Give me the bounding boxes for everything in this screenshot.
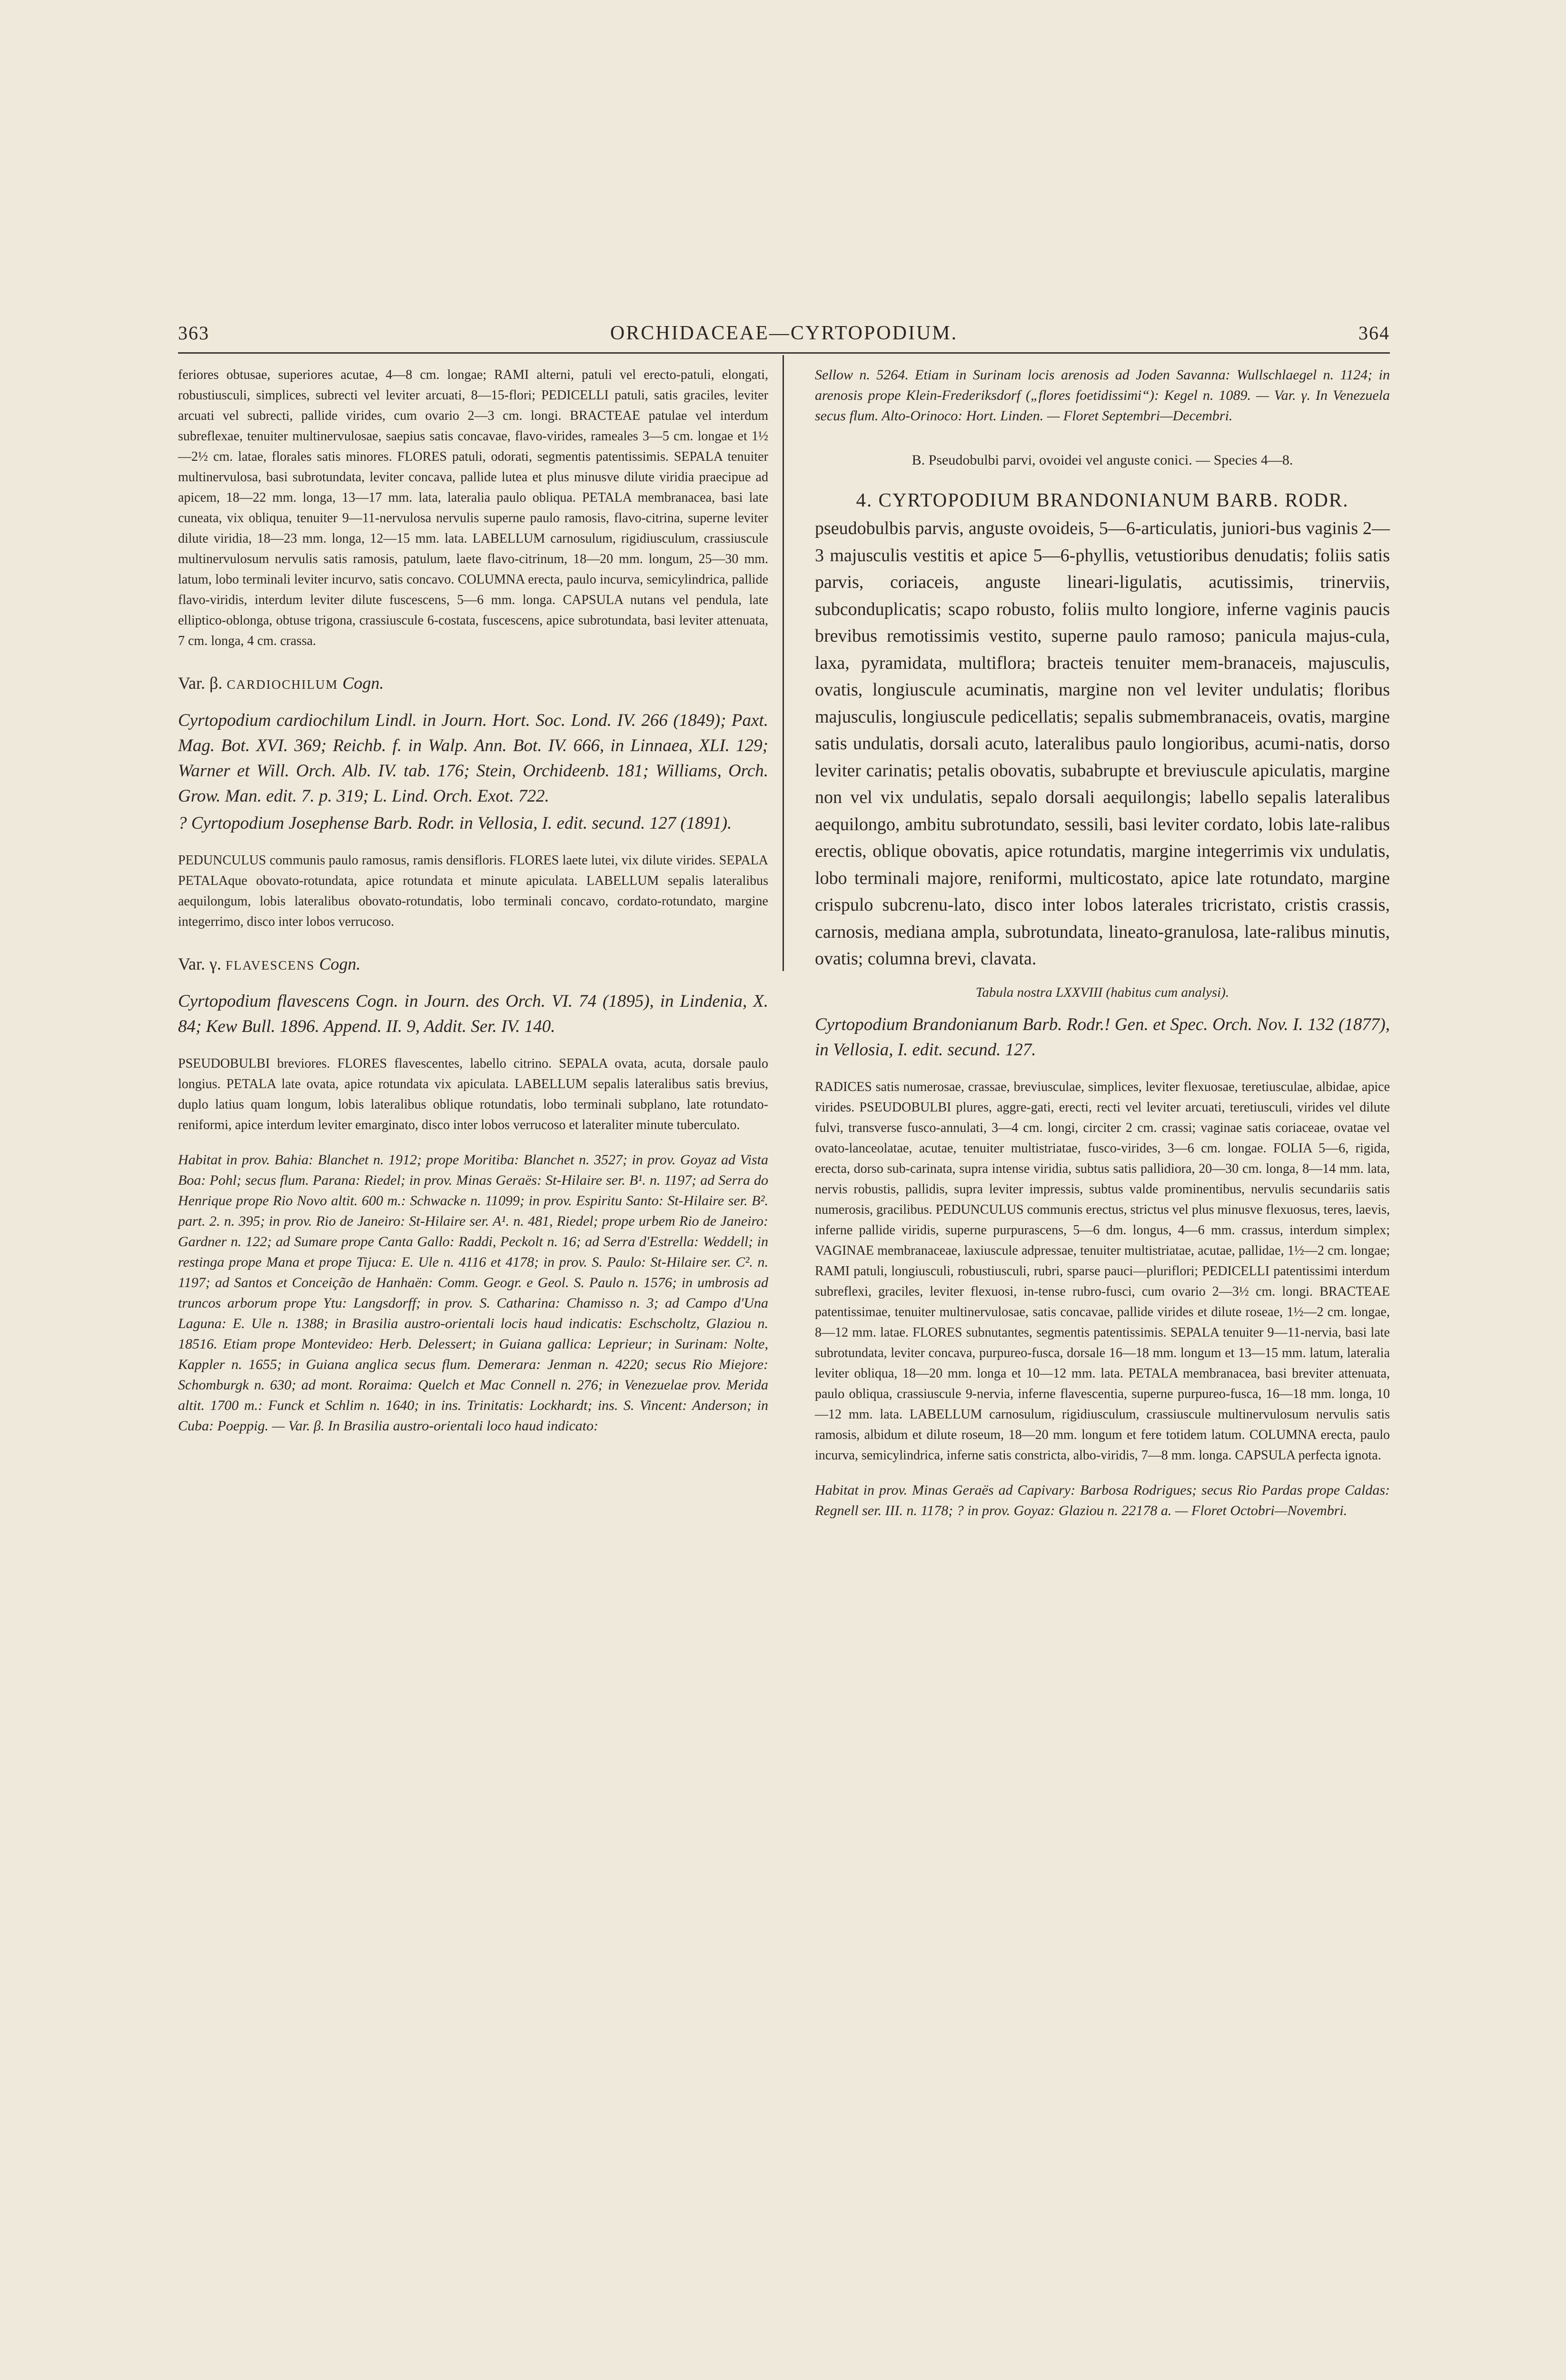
- variety-gamma-citation: Cyrtopodium flavescens Cogn. in Journ. des Orch. VI. 74 (1895), in Lindenia, X. 84; Kew Bull. 1896. Append. II. 9, Addit. Ser. IV. 140.: [178, 992, 768, 1036]
- column-divider: [783, 355, 784, 971]
- variety-beta-author: Cogn.: [342, 674, 384, 693]
- running-title: ORCHIDACEAE—CYRTOPODIUM.: [610, 322, 958, 344]
- species-diagnosis: pseudobulbis parvis, anguste ovoideis, 5—6-articulatis, juniori-bus vaginis 2—3 majusculis vestitis et apice 5—6-phyllis, vetustioribus denudatis; foliis satis parvis, coriaceis, anguste lineari-ligulatis, acutissimis, trinerviis, subconduplicatis; scapo robusto, foliis multo longiore, inferne vaginis paucis brevibus remotissimis vestito, superne paulo ramoso; panicula majus-cula, laxa, pyramidata, multiflora; bracteis tenuiter mem-branaceis, majusculis, ovatis, longiuscule acuminatis, margine non vel leviter undulatis; floribus majusculis, longiuscule pedicellatis; sepalis submembranaceis, ovatis, margine satis undulatis, dorsali acuto, lateralibus paulo longioribus, acumi-natis, dorso leviter carinatis; petalis obovatis, subabrupte et breviuscule apiculatis, margine non vel vix undulatis, sepalo dorsali aequilongis; labello sepalis lateralibus aequilongo, ambitu subrotundato, sessili, basi leviter cordato, lobis late-ralibus erectis, oblique obovatis, apice rotundatis, margine integerrimis vix undulatis, lobo terminali majore, reniformi, multicostato, apice late rotundato, margine crispulo subcrenu-lato, disco inter lobos laterales tricristato, cristis crassis, carnosis, mediana ampla, subrotundata, lineato-granulosa, late-ralibus minutis, ovatis; columna brevi, clavata.: [815, 518, 1390, 969]
- habitat-continued: Sellow n. 5264. Etiam in Surinam locis arenosis ad Joden Savanna: Wullschlaegel n. 1124; in arenosis prope Klein-Frederiksdorf („flores foetidissimi“): Kegel n. 1089. — Var. γ. In Venezuela secus flum. Alto-Orinoco: Hort. Linden. — Floret Septembri—Decembri.: [815, 367, 1390, 424]
- variety-gamma-description: PSEUDOBULBI breviores. FLORES flavescentes, labello citrino. SEPALA ovata, acuta, dorsale paulo longius. PETALA late ovata, apice rotundata vix apiculata. LABELLUM sepalis lateralibus satis brevius, duplo latius quam longum, lobis lateralibus oblique rotundatis, lobo terminali subplano, late rotundato-reniformi, apice interdum leviter emarginato, disco inter lobos verrucoso et lateraliter minute tuberculato.: [178, 1056, 768, 1132]
- variety-gamma-label: Var. γ.: [178, 954, 221, 973]
- species-habitat: Habitat in prov. Minas Geraës ad Capivary: Barbosa Rodrigues; secus Rio Pardas prope Caldas: Regnell ser. III. n. 1178; ? in prov. Goyaz: Glaziou n. 22178 a. — Floret Octobri—Novembri.: [815, 1482, 1390, 1518]
- variety-beta-heading: [178, 670, 768, 697]
- variety-beta-description: PEDUNCULUS communis paulo ramosus, ramis densifloris. FLORES laete lutei, vix dilute virides. SEPALA PETALAque obovato-rotundata, apice rotundata et minute apiculata. LABELLUM sepalis lateralibus aequilongum, lobis lateralibus obovato-rotundatis, lobo terminali concavo, cordato-rotundato, margine integerrimo, disco inter lobos verrucoso.: [178, 853, 768, 929]
- plate-reference: Tabula nostra LXXVIII (habitus cum analysi).: [975, 984, 1229, 1000]
- species-title: 4. CYRTOPODIUM BRANDONIANUM BARB. RODR.: [856, 489, 1349, 511]
- page-number-left: 363: [178, 322, 209, 344]
- variety-beta-label: Var. β.: [178, 674, 223, 693]
- header-rule: [178, 352, 1390, 354]
- variety-beta-name: CARDIOCHILUM: [227, 677, 338, 692]
- right-column: [815, 365, 1390, 1531]
- habitat-paragraph: Habitat in prov. Bahia: Blanchet n. 1912; prope Moritiba: Blanchet n. 3527; in prov. Goyaz ad Vista Boa: Pohl; secus flum. Parana: Riedel; in prov. Minas Geraës: St-Hilaire ser. B¹. n. 1197; ad Serra do Henrique prope Rio Novo altit. 600 m.: Schwacke n. 11099; in prov. Espiritu Santo: St-Hilaire ser. B². part. 2. n. 395; in prov. Rio de Janeiro: St-Hilaire ser. A¹. n. 481, Riedel; prope urbem Rio de Janeiro: Gardner n. 122; ad Sumare prope Canta Gallo: Raddi, Peckolt n. 16; ad Serra d'Estrella: Weddell; in restinga prope Mana et prope Tijuca: E. Ule n. 4116 et 4178; in prov. S. Paulo: St-Hilaire ser. C². n. 1197; ad Santos et Conceição de Hanhaën: Comm. Geogr. e Geol. S. Paulo n. 1576; in umbrosis ad truncos arborum prope Ytu: Langsdorff; in prov. S. Catharina: Chamisso n. 3; ad Campo d'Una Laguna: E. Ule n. 1388; in Brasilia austro-orientali locis haud indicatis: Eschscholtz, Glaziou n. 18516. Etiam prope Montevideo: Herb. Delessert; in Guiana gallica: Leprieur; in Surinam: Nolte, Kappler n. 1655; in Guiana anglica secus flum. Demerara: Jenman n. 4220; secus Rio Miejore: Schomburgk n. 630; ad mont. Roraima: Quelch et Mac Connell n. 276; in Venezuelae prov. Merida altit. 1700 m.: Funck et Schlim n. 1640; in ins. Trinitatis: Lockhardt; ins. S. Vincent: Anderson; in Cuba: Poeppig. — Var. β. In Brasilia austro-orientali loco haud indicato:: [178, 1152, 768, 1434]
- variety-gamma-name: FLAVESCENS: [225, 958, 315, 972]
- species-citation: Cyrtopodium Brandonianum Barb. Rodr.! Gen. et Spec. Orch. Nov. I. 132 (1877), in Vellosia, I. edit. secund. 127.: [815, 1014, 1390, 1060]
- section-heading: B. Pseudobulbi parvi, ovoidei vel anguste conici. — Species 4—8.: [912, 452, 1293, 468]
- variety-gamma-author: Cogn.: [319, 954, 361, 973]
- variety-gamma-heading: [178, 951, 768, 978]
- species-description: RADICES satis numerosae, crassae, breviusculae, simplices, leviter flexuosae, teretiusculae, albidae, apice virides. PSEUDOBULBI plures, aggre-gati, erecti, recti vel leviter arcuati, teretiusculi, virides vel dilute fulvi, transverse fusco-annulati, 3—4 cm. longi, circiter 2 cm. crassi; vaginae satis coriaceae, ovatae vel ovato-lanceolatae, acutae, tenuiter multistriatae, fusco-virides, 3—6 cm. longae. FOLIA 5—6, rigida, erecta, dorso sub-carinata, supra intense viridia, subtus satis pallidiora, 20—30 cm. longa, 8—14 mm. lata, nervis robustis, pallidis, supra leviter impressis, subtus valde prominentibus, nervulis secundariis satis numerosis, gracilibus. PEDUNCULUS communis erectus, strictus vel plus minusve flexuosus, teres, laevis, inferne pallide viridis, superne purpurascens, 5—6 dm. longus, 4—6 mm. crassus, interdum simplex; VAGINAE membranaceae, laxiuscule adpressae, tenuiter multistriatae, acutae, pallidae, 1½—2 cm. longae; RAMI patuli, longiusculi, robustiusculi, rubri, sparse pauci—pluriflori; PEDICELLI patentissimi interdum subreflexi, graciles, leviter flexuosi, in-tense rubro-fusci, cum ovario 2—3½ cm. longi. BRACTEAE patentissimae, tenuiter multinervulosae, satis concavae, pallide virides et dilute roseae, 1½—2 cm. longae, 8—12 mm. latae. FLORES subnutantes, segmentis patentissimis. SEPALA tenuiter 9—11-nervia, basi late subrotundata, leviter concava, purpureo-fusca, dorsale 16—18 mm. longum et 13—15 mm. latum, lateralia leviter obliqua, 18—20 mm. longa et 10—12 mm. lata. PETALA membranacea, basi breviter attenuata, paulo obliqua, crassiuscule 9-nervia, inferne flavescentia, superne purpureo-fusca, 16—18 mm. longa, 10—12 mm. lata. LABELLUM carnosulum, rigidiusculum, crassiuscule multinervulosum nervulis satis ramosis, albidum et dilute roseum, 18—20 mm. longum et fere totidem latum. COLUMNA erecta, paulo incurva, semicylindrica, inferne satis constricta, albo-viridis, 7—8 mm. longa. CAPSULA perfecta ignota.: [815, 1079, 1390, 1463]
- page-number-right: 364: [1358, 322, 1390, 344]
- description-continued: feriores obtusae, superiores acutae, 4—8 cm. longae; RAMI alterni, patuli vel erecto-patuli, elongati, robustiusculi, simplices, subrecti vel leviter arcuati, 8—15-flori; PEDICELLI patuli, satis graciles, leviter arcuati vel subrecti, pallide virides, cum ovario 2—3 cm. longi. BRACTEAE patulae vel interdum subreflexae, tenuiter multinervulosae, saepius satis concavae, flavo-virides, rameales 3—5 cm. longae et 1½—2½ cm. latae, florales satis minores. FLORES patuli, odorati, segmentis patentissimis. SEPALA tenuiter multinervulosa, basi subrotundata, leviter concava, pallide lutea et plus minusve dilute viridia praecipue ad apicem, 18—22 mm. longa, 13—17 mm. lata, lateralia paulo obliqua. PETALA membranacea, basi late cuneata, vix obliqua, tenuiter 9—11-nervulosa nervulis superne paulo ramosis, flavo-citrina, superne leviter dilute viridia, 18—23 mm. longa, 12—15 mm. lata. LABELLUM carnosulum, rigidiusculum, crassiuscule multinervulosum nervulis satis ramosis, patulum, laete flavo-citrinum, 18—20 mm. longum, 25—30 mm. latum, lobo terminali leviter incurvo, satis concavo. COLUMNA erecta, paulo incurva, semicylindrica, pallide flavo-viridis, interdum leviter dilute fuscescens, 5—6 mm. longa. CAPSULA nutans vel pendula, late elliptico-oblonga, obtuse trigona, crassiuscule 6-costata, fuscescens, apice subrotundata, basi leviter attenuata, 7 cm. longa, 4 cm. crassa.: [178, 367, 768, 648]
- variety-beta-citation-2: ? Cyrtopodium Josephense Barb. Rodr. in Vellosia, I. edit. secund. 127 (1891).: [178, 813, 732, 833]
- variety-beta-citation: Cyrtopodium cardiochilum Lindl. in Journ. Hort. Soc. Lond. IV. 266 (1849); Paxt. Mag. Bot. XVI. 369; Reichb. f. in Walp. Ann. Bot. IV. 666, in Linnaea, XLI. 129; Warner et Will. Orch. Alb. IV. tab. 176; Stein, Orchideenb. 181; Williams, Orch. Grow. Man. edit. 7. p. 319; L. Lind. Orch. Exot. 722.: [178, 711, 768, 806]
- left-column: [178, 365, 768, 1447]
- page-header: [178, 322, 1390, 355]
